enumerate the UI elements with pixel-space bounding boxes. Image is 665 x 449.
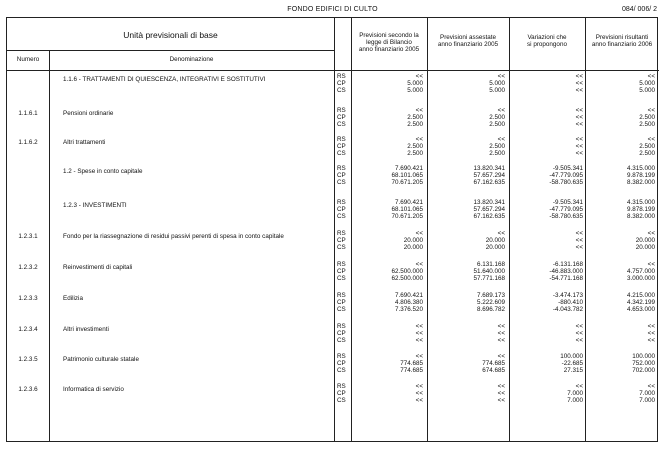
budget-table [6,17,658,442]
row-value: 70.671.205 [391,213,423,220]
row-value: -3.474.173 [552,292,583,299]
row-value: 702.000 [632,367,655,374]
row-value: 2.500 [407,143,423,150]
row-value: 4.653.000 [626,306,655,313]
row-code: RS [337,199,346,206]
row-value: 67.162.635 [473,179,505,186]
row-value: 27.315 [563,367,583,374]
header-col2-line1: Previsioni assestate [440,34,496,41]
header-unita: Unità previsionali di base [123,30,218,40]
row-value: 20.000 [485,244,505,251]
row-value: -4.043.782 [552,306,583,313]
row-value: 9.878.199 [626,206,655,213]
row-value: << [415,390,423,397]
row-value: 4.315.000 [626,199,655,206]
row-value: 7.690.421 [394,199,423,206]
row-denominazione: Edilizia [63,295,83,302]
row-value: << [415,353,423,360]
divider [7,50,334,51]
row-value: 57.771.168 [473,275,505,282]
row-denominazione: Altri trattamenti [63,139,106,146]
row-value: << [647,261,655,268]
row-code: CS [337,121,346,128]
row-value: << [575,150,583,157]
row-denominazione: Patrimonio culturale statale [63,356,139,363]
row-value: << [415,261,423,268]
row-value: 20.000 [403,237,423,244]
row-value: 8.696.782 [476,306,505,313]
row-value: 2.500 [489,121,505,128]
row-value: 7.689.173 [476,292,505,299]
row-code: CP [337,268,346,275]
row-code: CS [337,87,346,94]
header-col3-line2: si propongono [527,41,567,48]
row-denominazione: Fondo per la riassegnazione di residui passivi perenti di spesa in conto capitale [63,233,284,240]
divider [509,18,510,441]
row-value: 2.500 [639,143,655,150]
row-value: << [647,337,655,344]
row-code: CS [337,306,346,313]
row-value: 7.000 [567,390,583,397]
row-code: RS [337,383,346,390]
header-col1-line3: anno finanziario 2005 [358,46,420,53]
row-value: 2.500 [639,121,655,128]
row-value: << [575,73,583,80]
row-value: 20.000 [635,244,655,251]
row-value: << [575,230,583,237]
divider [427,18,428,441]
row-value: 6.131.168 [476,261,505,268]
row-value: << [415,383,423,390]
row-code: CS [337,244,346,251]
row-value: 5.000 [489,87,505,94]
row-code: CS [337,397,346,404]
header-col3-line1: Variazioni che [527,34,567,41]
row-value: << [575,337,583,344]
row-value: 5.000 [407,80,423,87]
row-value: 8.382.000 [626,179,655,186]
row-value: -880.410 [558,299,583,306]
row-code: RS [337,73,346,80]
row-value: << [497,353,505,360]
row-value: 51.640.000 [473,268,505,275]
row-value: -58.780.635 [549,213,583,220]
header-col4-line2: anno finanziario 2006 [591,41,653,48]
row-code: CP [337,390,346,397]
row-number: 1.1.6.1 [18,110,38,117]
row-value: 674.685 [482,367,505,374]
row-value: 5.000 [407,87,423,94]
row-value: 5.222.609 [476,299,505,306]
row-code: CP [337,237,346,244]
row-value: 2.500 [407,150,423,157]
row-denominazione: Informatica di servizio [63,386,124,393]
row-value: 100.000 [632,353,655,360]
row-code: RS [337,165,346,172]
row-value: << [575,143,583,150]
row-value: 62.500.000 [391,268,423,275]
divider [334,18,335,441]
row-code: CP [337,114,346,121]
row-value: << [647,383,655,390]
row-value: 774.685 [400,360,423,367]
row-value: << [647,230,655,237]
row-number: 1.2.3.2 [18,264,38,271]
header-title: FONDO EDIFICI DI CULTO [287,6,378,13]
row-code: RS [337,292,346,299]
divider [49,50,50,441]
row-code: CS [337,179,346,186]
row-value: 2.500 [639,114,655,121]
row-value: -47.779.095 [549,172,583,179]
row-code: RS [337,107,346,114]
row-value: 68.101.065 [391,172,423,179]
row-value: << [415,323,423,330]
row-value: << [497,136,505,143]
row-value: -47.779.095 [549,206,583,213]
row-value: -9.505.341 [552,165,583,172]
row-value: -58.780.635 [549,179,583,186]
row-denominazione: 1.2.3 - INVESTIMENTI [63,202,127,209]
row-value: 7.000 [567,397,583,404]
row-value: << [647,323,655,330]
row-number: 1.2.3.3 [18,295,38,302]
row-value: << [497,390,505,397]
row-value: << [415,107,423,114]
row-code: CP [337,206,346,213]
row-value: 3.000.000 [626,275,655,282]
row-number: 1.2.3.1 [18,233,38,240]
row-value: 2.500 [639,150,655,157]
row-denominazione: Pensioni ordinarie [63,110,114,117]
row-denominazione: 1.1.6 - TRATTAMENTI DI QUIESCENZA, INTEGRATIVI E SOSTITUTIVI [63,76,266,83]
row-value: << [415,397,423,404]
row-value: << [575,121,583,128]
row-denominazione: Altri investimenti [63,326,109,333]
row-value: << [497,230,505,237]
row-value: -46.883.000 [549,268,583,275]
row-value: 2.500 [489,150,505,157]
row-denominazione: Reinvestimenti di capitali [63,264,133,271]
row-code: CP [337,172,346,179]
row-value: 20.000 [635,237,655,244]
row-value: << [497,330,505,337]
row-code: CP [337,299,346,306]
row-value: 9.878.199 [626,172,655,179]
header-numero: Numero [16,56,40,63]
header-col2-line2: anno finanziario 2005 [437,41,499,48]
row-value: 57.657.294 [473,206,505,213]
row-value: 2.500 [407,121,423,128]
row-value: -22.685 [561,360,583,367]
header-col1-line2: legge di Bilancio [366,39,412,46]
row-code: CS [337,367,346,374]
row-code: RS [337,230,346,237]
row-value: 62.500.000 [391,275,423,282]
row-value: << [497,397,505,404]
row-number: 1.2.3.6 [18,386,38,393]
row-value: << [647,330,655,337]
row-value: 100.000 [560,353,583,360]
row-code: CS [337,275,346,282]
row-value: << [647,136,655,143]
row-value: << [575,330,583,337]
row-value: 67.162.635 [473,213,505,220]
row-code: RS [337,136,346,143]
row-value: 4.315.000 [626,165,655,172]
row-value: 774.685 [400,367,423,374]
row-number: 1.1.6.2 [18,139,38,146]
row-value: << [415,136,423,143]
row-value: 70.671.205 [391,179,423,186]
row-value: << [497,107,505,114]
row-value: 68.101.065 [391,206,423,213]
row-value: 7.690.421 [394,165,423,172]
row-value: 13.820.341 [473,199,505,206]
row-code: CS [337,337,346,344]
row-value: << [647,73,655,80]
header-denominazione: Denominazione [169,56,214,63]
page-number: 084/ 006/ 2 [621,6,657,13]
row-value: 4.342.199 [626,299,655,306]
header-col4-line1: Previsioni risultanti [595,34,649,41]
row-value: 7.000 [639,390,655,397]
row-value: << [415,230,423,237]
row-value: << [415,330,423,337]
row-code: CP [337,143,346,150]
row-value: 4.215.000 [626,292,655,299]
row-code: RS [337,261,346,268]
row-value: << [575,237,583,244]
row-value: 2.500 [489,114,505,121]
divider [7,70,659,71]
row-value: << [497,337,505,344]
row-value: 13.820.341 [473,165,505,172]
row-value: 57.657.294 [473,172,505,179]
row-value: << [497,383,505,390]
row-value: 774.685 [482,360,505,367]
row-value: -6.131.168 [552,261,583,268]
row-value: << [575,383,583,390]
row-value: 20.000 [403,244,423,251]
row-value: 752.000 [632,360,655,367]
row-value: 2.500 [489,143,505,150]
row-value: << [497,73,505,80]
row-code: CS [337,213,346,220]
row-value: << [575,107,583,114]
row-value: 5.000 [639,87,655,94]
divider [351,18,352,441]
row-code: CP [337,80,346,87]
row-value: << [575,87,583,94]
row-code: CS [337,150,346,157]
row-value: << [575,244,583,251]
row-value: << [575,323,583,330]
row-value: 5.000 [639,80,655,87]
row-value: 20.000 [485,237,505,244]
row-value: 7.000 [639,397,655,404]
row-value: -9.505.341 [552,199,583,206]
row-code: RS [337,323,346,330]
row-value: << [497,323,505,330]
row-value: << [575,114,583,121]
row-value: << [415,337,423,344]
row-value: << [575,80,583,87]
row-value: 5.000 [489,80,505,87]
row-value: 7.690.421 [394,292,423,299]
row-denominazione: 1.2 - Spese in conto capitale [63,168,143,175]
row-value: << [647,107,655,114]
row-value: 4.806.380 [394,299,423,306]
row-code: CP [337,360,346,367]
header-col1-line1: Previsioni secondo la [359,32,419,39]
row-value: 7.376.520 [394,306,423,313]
row-value: 4.757.000 [626,268,655,275]
row-number: 1.2.3.5 [18,356,38,363]
row-code: CP [337,330,346,337]
row-number: 1.2.3.4 [18,326,38,333]
row-value: << [415,73,423,80]
row-value: -54.771.168 [549,275,583,282]
row-value: 2.500 [407,114,423,121]
row-value: 8.382.000 [626,213,655,220]
row-value: << [575,136,583,143]
row-code: RS [337,353,346,360]
